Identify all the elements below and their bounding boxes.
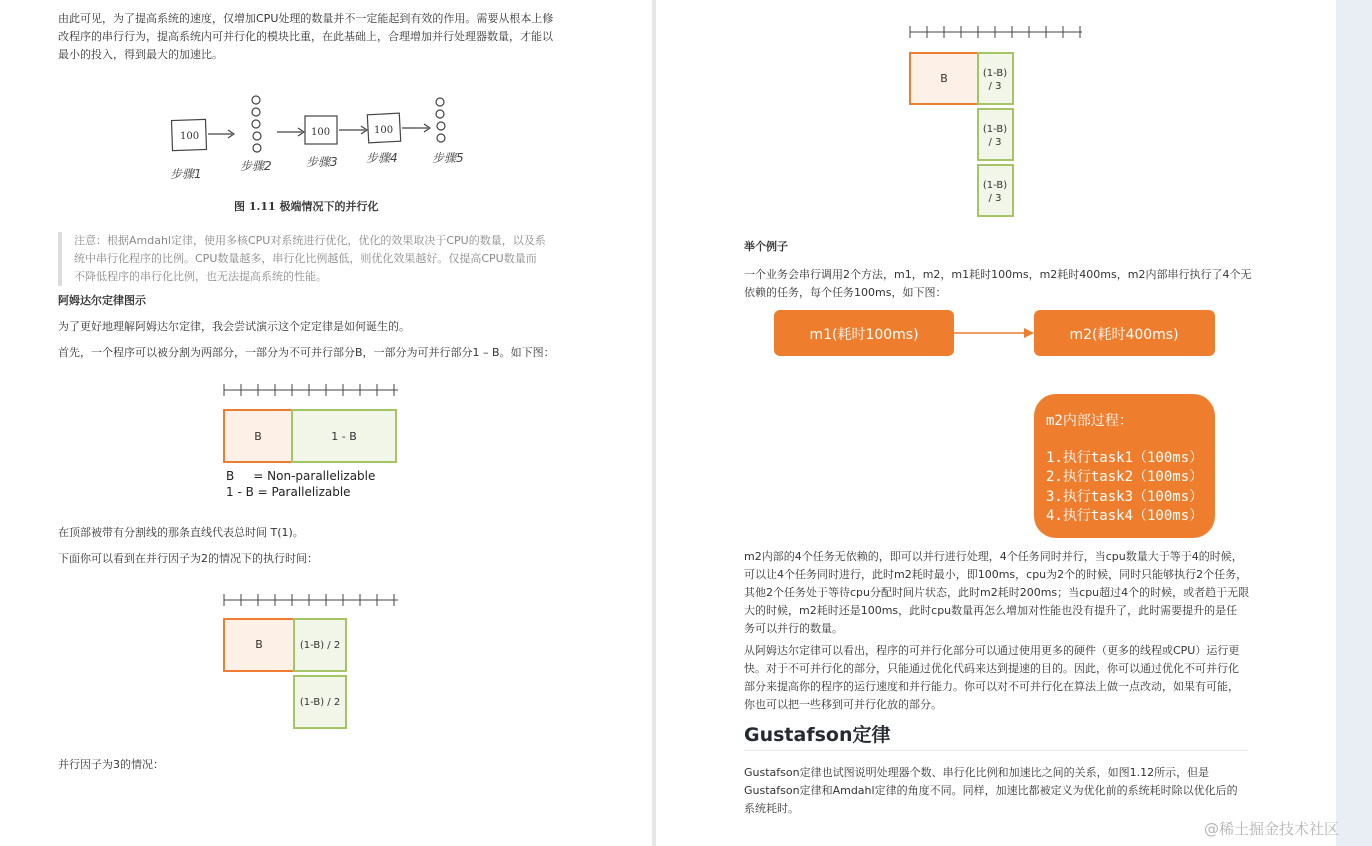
example-title: 举个例子	[744, 240, 788, 253]
sketch-step-3: 步骤3	[306, 155, 338, 169]
timeline-diagram-1	[222, 382, 402, 502]
paragraph-m2-parallel: m2内部的4个任务无依赖的，即可以并行进行处理，4个任务同时并行，当cpu数量大于等于4的时候， 可以让4个任务同时进行，此时m2耗时最小，即100ms，cpu为2个的时候，同时只能够执行2个任务， 其他2个任务处于等待cpu分配时间片状态，此时m2耗时200ms；当cpu超过4个的时候，或者趋于无限 大的时候，m2耗时还是100ms，此时cpu数量再怎么增加对性能也没有提升了，此时需要提升的是任 务可以并行的数量。	[744, 550, 1250, 635]
heading-divider	[744, 750, 1248, 751]
sketch-figure	[160, 92, 490, 227]
paragraph-factor-3: 并行因子为3的情况：	[58, 758, 164, 771]
parallel-part-label-2: (1-B) / 2	[299, 697, 341, 708]
paragraph-intro-amdahl: 为了更好地理解阿姆达尔定律，我会尝试演示这个定定律是如何诞生的。	[58, 320, 410, 333]
task-3: 3.执行task3（100ms）	[1046, 489, 1204, 505]
paragraph-split: 首先，一个程序可以被分割为两部分，一部分为不可并行部分B，一部分为可并行部分1 – B。如下图：	[58, 346, 555, 359]
sketch-step-1: 步骤1	[170, 167, 202, 181]
sketch-box-1: 100	[180, 131, 200, 142]
scrollbar-track[interactable]	[1336, 0, 1372, 846]
sketch-step-5: 步骤5	[432, 151, 464, 165]
sketch-box-2: 100	[311, 127, 331, 138]
parallel-part-label-1: (1-B) / 2	[299, 640, 341, 651]
paragraph-factor-2: 下面你可以看到在并行因子为2的情况下的执行时间：	[58, 552, 318, 565]
m1-m2-flow-diagram	[774, 308, 1218, 540]
parallel-part-label-2a: (1-B)	[982, 124, 1008, 135]
task-4: 4.执行task4（100ms）	[1046, 508, 1204, 524]
m1-label: m1(耗时100ms)	[809, 327, 919, 343]
task-2: 2.执行task2（100ms）	[1046, 469, 1204, 485]
legend-parallel: 1 - B = Parallelizable	[226, 485, 351, 499]
parallel-part-label-1a: (1-B)	[982, 68, 1008, 79]
parallel-part-label-1b: / 3	[988, 81, 1002, 92]
m2-label: m2(耗时400ms)	[1069, 327, 1179, 343]
gustafson-heading: Gustafson定律	[744, 724, 891, 746]
intro-paragraph: 由此可见，为了提高系统的速度，仅增加CPU处理的数量并不一定能起到有效的作用。需要从根本上修 改程序的串行行为，提高系统内可并行化的模块比重，在此基础上，合理增加并行处理器数量，才能以 最小的投入，得到最大的加速比。	[58, 12, 554, 61]
serial-part-label: B	[254, 430, 262, 443]
sketch-caption: 图 1.11 极端情况下的并行化	[234, 200, 379, 213]
serial-part-label: B	[940, 72, 948, 85]
serial-part-label: B	[255, 638, 263, 651]
sketch-step-4: 步骤4	[366, 151, 398, 165]
example-text: 一个业务会串行调用2个方法，m1，m2，m1耗时100ms，m2耗时400ms，m2内部串行执行了4个无 依赖的任务，每个任务100ms，如下图：	[744, 268, 1252, 299]
legend-serial: B = Non-parallelizable	[226, 469, 376, 483]
task-1: 1.执行task1（100ms）	[1046, 450, 1204, 466]
parallel-part-label-3a: (1-B)	[982, 180, 1008, 191]
paragraph-amdahl-conclusion: 从阿姆达尔定律可以看出，程序的可并行化部分可以通过使用更多的硬件（更多的线程或CPU）运行更 快。对于不可并行化的部分，只能通过优化代码来达到提速的目的。因此，你可以通过优化不可并行化 部分来提高你的程序的运行速度和并行能力。你可以对不可并行化在算法上做一点改动，如果有可能， 你也可以把一些移到可并行化放的部分。	[744, 644, 1240, 711]
parallel-part-label: 1 - B	[331, 430, 357, 443]
section-title: 阿姆达尔定律图示	[58, 294, 146, 307]
parallel-part-label-3b: / 3	[988, 193, 1002, 204]
paragraph-gustafson: Gustafson定律也试图说明处理器个数、串行化比例和加速比之间的关系，如图1.12所示，但是 Gustafson定律和Amdahl定律的角度不同。同样，加速比都被定义为优化前的系统耗时除以优化后的 系统耗时。	[744, 766, 1238, 815]
sketch-step-2: 步骤2	[240, 159, 272, 173]
paragraph-total-time: 在顶部被带有分割线的那条直线代表总时间 T(1)。	[58, 526, 304, 539]
timeline-diagram-2	[222, 592, 402, 732]
watermark: @稀土掘金技术社区	[1204, 820, 1340, 838]
sketch-box-3: 100	[374, 125, 394, 136]
timeline-diagram-3	[908, 24, 1088, 220]
parallel-part-label-2b: / 3	[988, 137, 1002, 148]
note-blockquote: 注意：根据Amdahl定律，使用多核CPU对系统进行优化，优化的效果取决于CPU的数量，以及系 统中串行化程序的比例。CPU数量越多，串行化比例越低，则优化效果越好。仅提高CPU数量而 不降低程序的串行化比例，也无法提高系统的性能。	[58, 232, 558, 286]
m2-inner-title: m2内部过程：	[1046, 413, 1133, 429]
left-page	[0, 0, 652, 846]
